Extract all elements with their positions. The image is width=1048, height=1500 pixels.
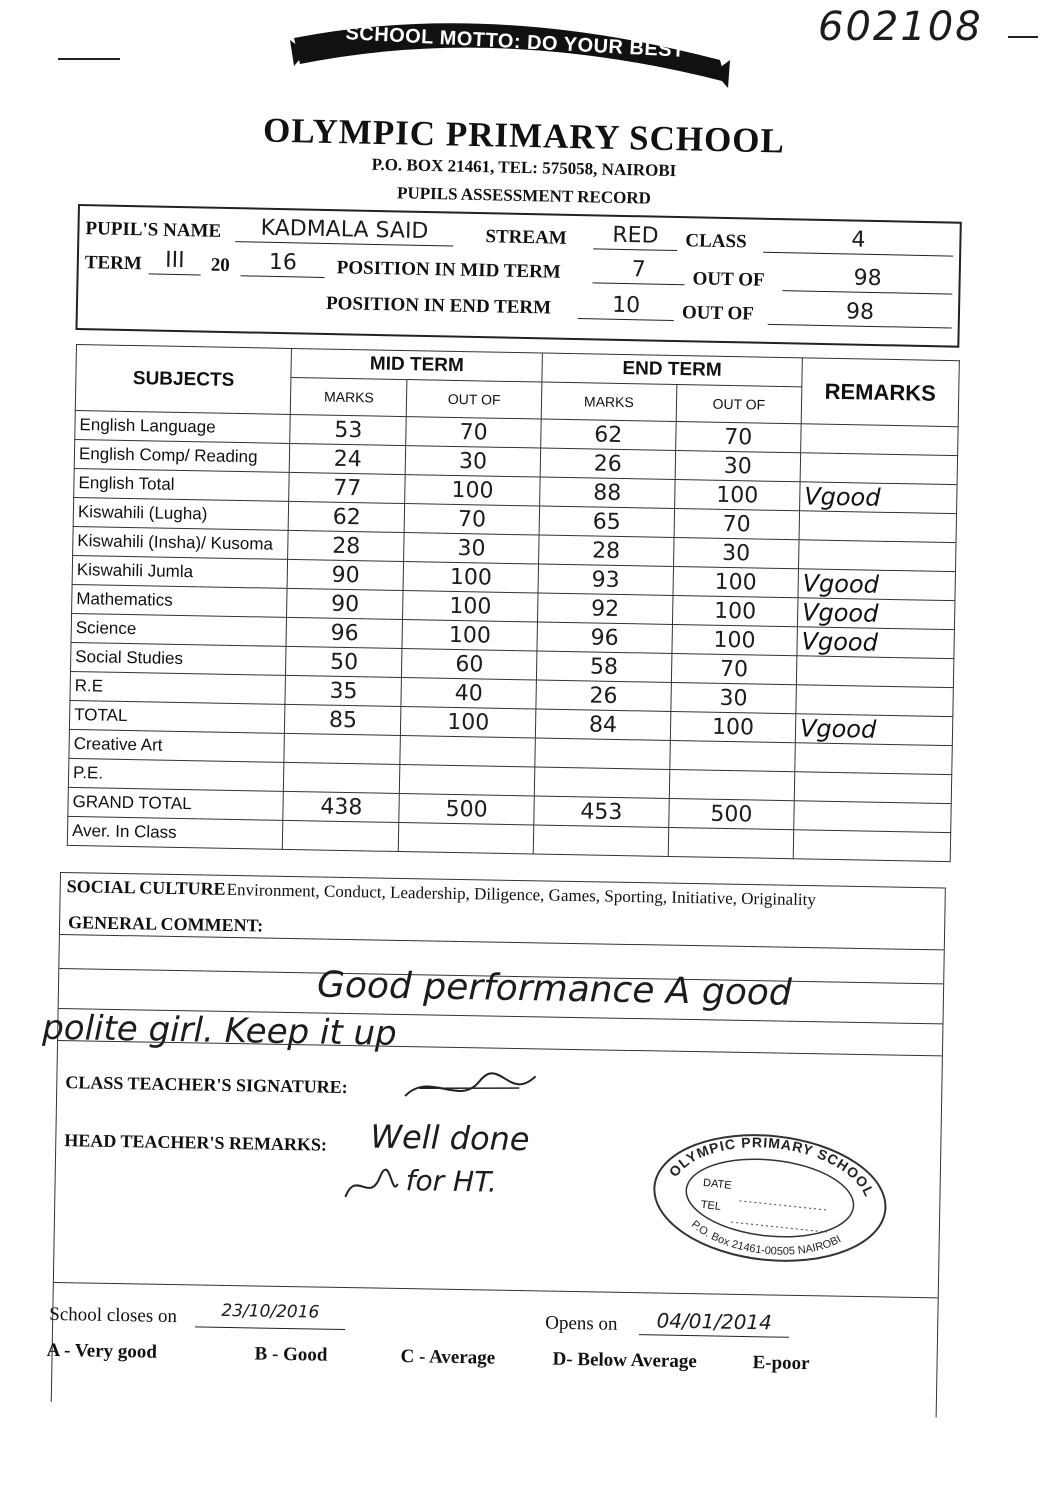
general-comment-label: GENERAL COMMENT:: [67, 912, 264, 936]
remark: Vgood: [795, 714, 953, 746]
grade-key-d: D- Below Average: [552, 1348, 697, 1373]
mid-position-value: 7: [593, 256, 686, 285]
school-name: OLYMPIC PRIMARY SCHOOL: [262, 110, 786, 161]
mid-out-of: 70: [406, 417, 541, 448]
remark: Vgood: [798, 569, 956, 601]
pupil-name-label: PUPIL'S NAME: [85, 218, 222, 242]
mid-out-of: 40: [401, 678, 536, 709]
mid-term-header: MID TERM: [291, 348, 542, 382]
mid-marks: 90: [287, 559, 403, 590]
stamp-box-address: P.O. Box 21461-00505 NAIROBI: [688, 1218, 844, 1258]
stray-mark: [1008, 36, 1038, 38]
mid-out-of: [400, 765, 535, 796]
mid-out-of: 100: [402, 620, 537, 651]
mid-out-of: 100: [405, 475, 540, 506]
stamp-ring: [644, 1120, 896, 1274]
head-teacher-remark: Well done: [370, 1117, 530, 1159]
remark: Vgood: [797, 598, 955, 630]
end-marks: 453: [534, 796, 669, 827]
end-term-header: END TERM: [542, 353, 802, 387]
end-marks: [535, 738, 670, 769]
marks-table-body: [67, 410, 958, 861]
end-marks: 96: [537, 622, 672, 653]
remark: [793, 830, 951, 862]
subject-name: Kiswahili (Lugha): [73, 497, 289, 530]
remark: [800, 453, 958, 485]
end-marks: [534, 767, 669, 798]
subject-name: P.E.: [68, 758, 284, 791]
mid-marks: 96: [286, 617, 402, 648]
year-prefix: 20: [210, 254, 231, 277]
remark: Vgood: [797, 627, 955, 659]
mid-marks: 438: [283, 791, 399, 822]
class-teacher-signature: [399, 1066, 540, 1110]
mid-out-of: 100: [403, 591, 538, 622]
mid-marks: [284, 762, 400, 793]
remark: [794, 801, 952, 833]
mid-out-of: 100: [403, 562, 538, 593]
end-out-of: 500: [669, 798, 795, 829]
stray-mark: [58, 58, 120, 60]
grade-key-b: B - Good: [254, 1343, 328, 1366]
remark: [798, 540, 956, 572]
social-culture-label: SOCIAL CULTURE: [66, 876, 226, 899]
opens-label: Opens on: [545, 1312, 618, 1335]
term-label: TERM: [84, 252, 143, 275]
end-out-of: 30: [675, 451, 801, 482]
mid-marks: [283, 820, 399, 851]
subject-name: TOTAL: [69, 700, 285, 733]
stamp-date-label: DATE: [702, 1176, 733, 1192]
subjects-header: SUBJECTS: [75, 345, 292, 415]
mid-marks: 28: [288, 530, 404, 561]
grade-key-a: A - Very good: [46, 1339, 158, 1363]
stream-value: RED: [593, 222, 678, 251]
class-label: CLASS: [685, 230, 747, 253]
general-comment-line2: polite girl. Keep it up: [41, 1007, 398, 1054]
end-marks: 92: [537, 593, 672, 624]
mid-marks: 50: [286, 646, 402, 677]
mid-out-of: [400, 736, 535, 767]
subject-name: Science: [71, 613, 287, 646]
stamp-school-name: OLYMPIC PRIMARY SCHOOL: [665, 1134, 878, 1200]
end-marks: 65: [539, 506, 674, 537]
head-teacher-signature: [339, 1167, 400, 1208]
subject-name: GRAND TOTAL: [68, 787, 284, 820]
school-address: P.O. BOX 21461, TEL: 575058, NAIROBI: [371, 154, 677, 181]
end-marks: 93: [538, 564, 673, 595]
remark: [796, 656, 954, 688]
record-title: PUPILS ASSESSMENT RECORD: [396, 183, 652, 208]
end-marks: 26: [540, 448, 675, 479]
end-marks: 28: [538, 535, 673, 566]
subject-name: English Total: [74, 468, 290, 501]
year-value: 16: [241, 249, 326, 278]
document-number: 602108: [818, 4, 983, 50]
end-out-of: 30: [673, 537, 799, 568]
subject-name: Creative Art: [69, 729, 285, 762]
remark: [796, 685, 954, 717]
remark: [801, 424, 959, 456]
end-out-of-value: 98: [768, 298, 953, 329]
end-out-of: 100: [673, 566, 799, 597]
end-position-label: POSITION IN END TERM: [325, 293, 552, 319]
end-out-of-header: OUT OF: [676, 385, 802, 424]
end-out-of: [670, 740, 796, 771]
mid-out-of-label: OUT OF: [692, 268, 765, 291]
subject-name: Kiswahili (Insha)/ Kusoma: [73, 526, 289, 559]
end-out-of: 30: [671, 682, 797, 713]
mid-out-of: 100: [401, 707, 536, 738]
mid-marks: 35: [285, 675, 401, 706]
end-marks: 84: [535, 709, 670, 740]
subject-name: R.E: [70, 671, 286, 704]
head-teacher-sign-off: for HT.: [405, 1164, 498, 1199]
end-marks: 58: [536, 651, 671, 682]
end-out-of: [668, 827, 794, 858]
marks-table: [67, 344, 960, 862]
subject-name: English Comp/ Reading: [74, 439, 290, 472]
end-marks: 88: [540, 477, 675, 508]
end-marks: [533, 825, 668, 856]
remark: [794, 772, 952, 804]
mid-marks: 62: [289, 501, 405, 532]
mid-out-of: 500: [399, 794, 534, 825]
school-closes-label: School closes on: [49, 1303, 178, 1328]
end-out-of: 70: [674, 508, 800, 539]
mid-out-of-header: OUT OF: [407, 380, 542, 419]
subject-name: Aver. In Class: [67, 816, 283, 849]
mid-marks: 85: [285, 704, 401, 735]
subject-name: Mathematics: [72, 584, 288, 617]
subject-name: English Language: [75, 410, 291, 443]
end-out-of: 100: [672, 595, 798, 626]
general-comment-line1: Good performance A good: [316, 964, 793, 1014]
grade-key-c: C - Average: [400, 1346, 496, 1369]
grade-key-e: E-poor: [752, 1352, 810, 1375]
subject-name: Kiswahili Jumla: [72, 555, 288, 588]
mid-out-of: 70: [404, 504, 539, 535]
class-value: 4: [763, 226, 954, 257]
stream-label: STREAM: [485, 226, 567, 249]
remark: [799, 511, 957, 543]
end-out-of: 70: [675, 422, 801, 453]
end-out-of: 100: [670, 711, 796, 742]
remarks-header: REMARKS: [801, 358, 959, 427]
class-teacher-signature-label: CLASS TEACHER'S SIGNATURE:: [65, 1072, 348, 1098]
end-out-of: [669, 769, 795, 800]
end-out-of: 100: [672, 624, 798, 655]
mid-marks: 53: [290, 414, 406, 445]
subject-name: Social Studies: [70, 642, 286, 675]
stamp-tel-label: TEL: [700, 1198, 722, 1213]
end-marks: 62: [541, 419, 676, 450]
mid-marks-header: MARKS: [291, 377, 408, 416]
social-culture-items: Environment, Conduct, Leadership, Diligence, Games, Sporting, Initiative, Originality: [226, 879, 817, 910]
mid-marks: 24: [290, 443, 406, 474]
mid-out-of: 60: [402, 649, 537, 680]
mid-marks: [284, 733, 400, 764]
mid-out-of-value: 98: [782, 264, 953, 294]
end-out-of: 70: [671, 653, 797, 684]
mid-position-label: POSITION IN MID TERM: [336, 257, 561, 283]
mid-marks: 77: [289, 472, 405, 503]
pupil-info-box: [75, 204, 961, 348]
school-stamp: [644, 1120, 896, 1274]
end-position-value: 10: [578, 292, 675, 321]
mid-marks: 90: [287, 588, 403, 619]
school-motto: SCHOOL MOTTO: DO YOUR BEST ALWAYS: [344, 22, 686, 79]
head-teacher-remarks-label: HEAD TEACHER'S REMARKS:: [64, 1130, 328, 1155]
end-out-of: 100: [674, 479, 800, 510]
term-value: III: [149, 247, 202, 275]
school-closes-date: 23/10/2016: [195, 1300, 345, 1330]
remark: [795, 743, 953, 775]
end-marks-header: MARKS: [541, 382, 677, 421]
end-marks: 26: [536, 680, 671, 711]
mid-out-of: [399, 823, 534, 854]
end-out-of-label: OUT OF: [681, 302, 755, 325]
opens-date: 04/01/2014: [639, 1308, 789, 1338]
remark: Vgood: [799, 482, 957, 514]
pupil-name-value: KADMALA SAID: [235, 215, 453, 246]
mid-out-of: 30: [404, 533, 539, 564]
mid-out-of: 30: [406, 446, 541, 477]
